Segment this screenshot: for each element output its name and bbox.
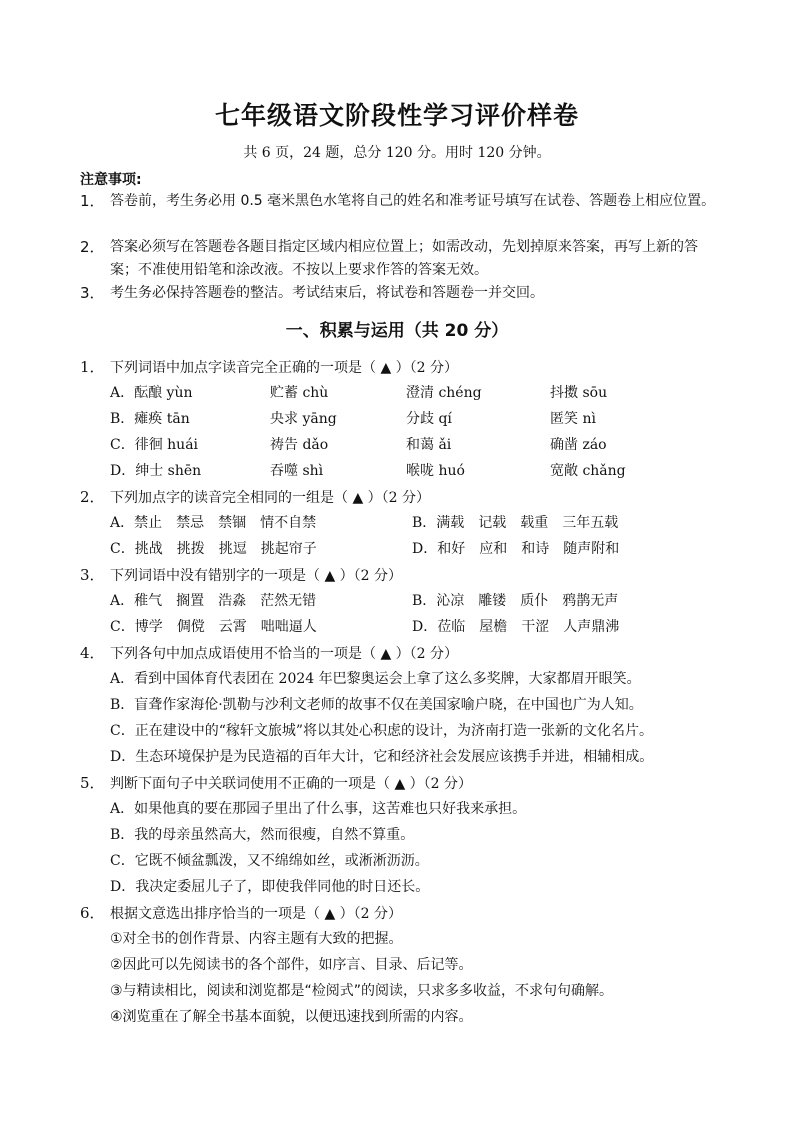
question-number: 4． <box>80 644 105 662</box>
question-stem: 下列词语中没有错别字的一项是（ ▲ ）（2 分） <box>110 568 403 584</box>
notice-item-3 <box>80 282 720 305</box>
option-cell: A．酝酿 yùn <box>110 385 193 401</box>
q4-option-a: A．看到中国体育代表团在 2024 年巴黎奥运会上拿了这么多奖牌，大家都眉开眼笑。 <box>110 671 641 687</box>
option-cell: C．徘徊 huái <box>110 437 199 453</box>
notice-item-1 <box>80 190 720 213</box>
q4-option-d: D．生态环境保护是为民造福的百年大计，它和经济社会发展应该携手并进，相辅相成。 <box>110 749 654 765</box>
option-cell: 央求 yāng <box>270 411 337 427</box>
question-number: 6． <box>80 904 105 922</box>
q4-option-b: B．盲聋作家海伦·凯勒与沙利文老师的故事不仅在美国家喻户晓，在中国也广为人知。 <box>110 697 643 713</box>
question-5 <box>80 772 730 793</box>
question-number: 2． <box>80 488 105 506</box>
notice-number: 3． <box>80 284 105 302</box>
q4-option-c: C．正在建设中的“稼轩文旅城”将以其处心积虑的设计，为济南打造一张新的文化名片。 <box>110 723 654 739</box>
question-stem: 下列各句中加点成语使用不恰当的一项是（ ▲ ）（2 分） <box>110 646 459 662</box>
q6-sentence-4: ④浏览重在了解全书基本面貌，以便迅速找到所需的内容。 <box>110 1009 473 1025</box>
question-3 <box>80 564 730 585</box>
option-cell: A．禁止 禁忌 禁锢 情不自禁 <box>110 515 317 531</box>
notice-heading: 注意事项: <box>80 172 142 188</box>
q6-sentence-2: ②因此可以先阅读书的各个部件，如序言、目录、后记等。 <box>110 957 473 973</box>
option-cell: 抖擞 sōu <box>550 385 608 401</box>
question-stem: 判断下面句子中关联词使用不正确的一项是（ ▲ ）（2 分） <box>110 776 473 792</box>
question-1 <box>80 356 730 377</box>
question-number: 5． <box>80 774 105 792</box>
notice-text: 答案必须写在答题卷各题目指定区域内相应位置上；如需改动，先划掉原来答案，再写上新的答案；不准使用铅笔和涂改液。不按以上要求作答的答案无效。 <box>110 239 698 278</box>
notice-text: 考生务必保持答题卷的整洁。考试结束后，将试卷和答题卷一并交回。 <box>110 285 544 301</box>
question-number: 3． <box>80 566 105 584</box>
option-cell: 贮蓄 chù <box>270 385 329 401</box>
option-cell: 祷告 dǎo <box>270 437 329 453</box>
option-cell: A．稚气 搁置 浩淼 茫然无错 <box>110 593 317 609</box>
option-cell: 分歧 qí <box>406 411 452 427</box>
question-2 <box>80 486 730 507</box>
question-4 <box>80 642 730 663</box>
option-cell: B．满载 记载 载重 三年五载 <box>412 515 619 531</box>
notice-number: 2． <box>80 238 105 256</box>
option-cell: D．绅士 shēn <box>110 463 202 479</box>
q6-sentence-1: ①对全书的创作背景、内容主题有大致的把握。 <box>110 931 403 947</box>
option-cell: D．莅临 屋檐 干涩 人声鼎沸 <box>412 619 620 635</box>
option-cell: C．博学 倜傥 云霄 咄咄逼人 <box>110 619 317 635</box>
option-cell: 澄清 chéng <box>406 385 482 401</box>
q5-option-d: D．我决定委屈儿子了，即使我伴同他的时日还长。 <box>110 879 430 895</box>
question-stem: 下列加点字的读音完全相同的一组是（ ▲ ）（2 分） <box>110 490 431 506</box>
q5-option-a: A．如果他真的要在那园子里出了什么事，这苦难也只好我来承担。 <box>110 801 527 817</box>
option-cell: B．瘫痪 tān <box>110 411 190 427</box>
question-stem: 下列词语中加点字读音完全正确的一项是（ ▲ ）（2 分） <box>110 360 459 376</box>
option-cell: 吞噬 shì <box>270 463 324 479</box>
section-title: 一、积累与运用（共 20 分） <box>285 321 509 341</box>
page-subtitle: 共 6 页，24 题，总分 120 分。用时 120 分钟。 <box>243 145 551 161</box>
option-cell: 喉咙 huó <box>406 463 465 479</box>
option-cell: B．沁凉 雕镂 质仆 鸦鹊无声 <box>412 593 619 609</box>
page-title: 七年级语文阶段性学习评价样卷 <box>214 101 579 130</box>
option-cell: 和蔼 ǎi <box>406 437 452 453</box>
notice-text: 答卷前，考生务必用 0.5 毫米黑色水笔将自己的姓名和准考证号填写在试卷、答题卷上相应位置。 <box>110 193 716 209</box>
question-number: 1． <box>80 358 105 376</box>
option-cell: D．和好 应和 和诗 随声附和 <box>412 541 620 557</box>
q6-sentence-3: ③与精读相比，阅读和浏览都是“检阅式”的阅读，只求多多收益，不求句句确解。 <box>110 983 614 999</box>
q5-option-b: B．我的母亲虽然高大，然而很瘦，自然不算重。 <box>110 827 415 843</box>
option-cell: 确凿 záo <box>550 437 607 453</box>
notice-number: 1． <box>80 192 105 210</box>
question-6 <box>80 902 730 923</box>
option-cell: 匿笑 nì <box>550 411 596 427</box>
notice-item-2 <box>80 236 720 282</box>
q5-option-c: C．它既不倾盆瓢泼，又不绵绵如丝，或淅淅沥沥。 <box>110 853 429 869</box>
option-cell: C．挑战 挑拨 挑逗 挑起帘子 <box>110 541 317 557</box>
question-stem: 根据文意选出排序恰当的一项是（ ▲ ）（2 分） <box>110 906 403 922</box>
option-cell: 宽敞 chǎng <box>550 463 626 479</box>
